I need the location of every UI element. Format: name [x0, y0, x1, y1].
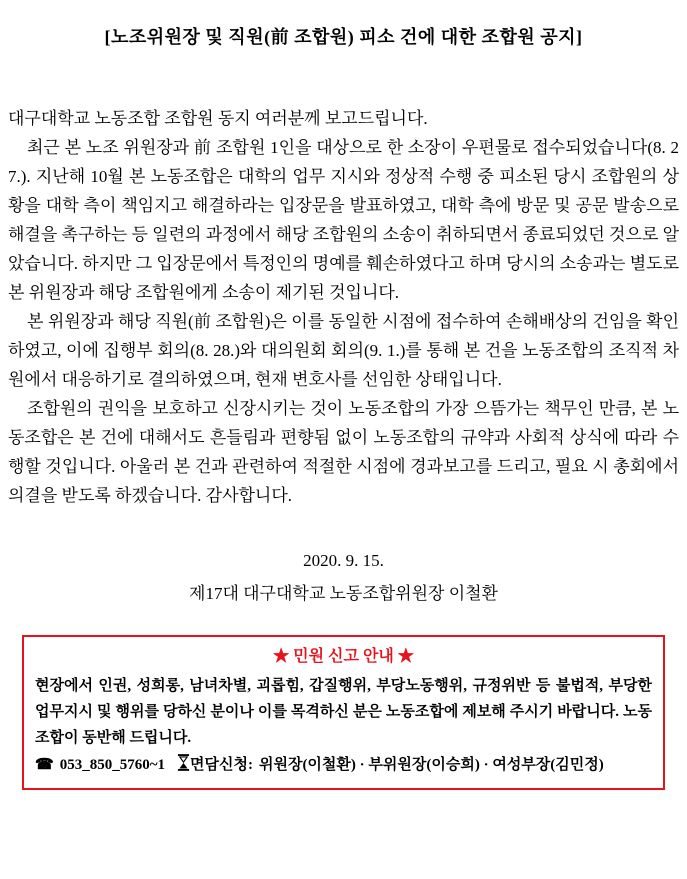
notice-box-title: ★ 민원 신고 안내 ★: [273, 648, 414, 665]
hourglass-icon: [177, 752, 190, 779]
complaint-report-box: [22, 635, 665, 790]
phone-number: 053_850_5760~1: [59, 757, 165, 773]
paragraph-lawsuit-background: 최근 본 노조 위원장과 前 조합원 1인을 대상으로 한 소장이 우편물로 접수되었습니다(8. 27.). 지난해 10월 본 노동조합은 대학의 업무 지시와 정상적 수행 중 피소된 당시 조합원의 상황을 대학 측이 책임지고 해결하라는 입장문을 발표하였고, 대학 측에 방문 및 공문 발송으로 해결을 촉구하는 등 일련의 과정에서 해당 조합원의 소송이 취하되면서 종료되었던 것으로 알았습니다. 하지만 그 입장문에서 특정인의 명예를 훼손하였다고 하며 당시의 소송과는 별도로 본 위원장과 해당 조합원에게 소송이 제기된 것입니다.: [8, 138, 679, 302]
contact-line: [35, 752, 652, 779]
meeting-request-label: 면담신청:: [190, 757, 253, 773]
paragraph-union-response: 본 위원장과 해당 직원(前 조합원)은 이를 동일한 시점에 접수하여 손해배상의 건임을 확인하였고, 이에 집행부 회의(8. 28.)와 대의원회 회의(9. 1.)를 통해 본 건을 노동조합의 조직적 차원에서 대응하기로 결의하였으며, 현재 변호사를 선임한 상태입니다.: [8, 312, 679, 389]
signature-line: 제17대 대구대학교 노동조합위원장 이철환: [189, 584, 498, 603]
contact-persons: 위원장(이철환) · 부위원장(이승희) · 여성부장(김민정): [258, 757, 604, 773]
telephone-icon: ☎: [35, 757, 54, 773]
notice-box-body: 현장에서 인권, 성희롱, 남녀차별, 괴롭힘, 갑질행위, 부당노동행위, 규정위반 등 불법적, 부당한 업무지시 및 행위를 당하신 분이나 이를 목격하신 분은 노동조합에 제보해 주시기 바랍니다. 노동조합이 동반해 드립니다.: [35, 678, 652, 746]
paragraph-commitment: 조합원의 권익을 보호하고 신장시키는 것이 노동조합의 가장 으뜸가는 책무인 만큼, 본 노동조합은 본 건에 대해서도 흔들림과 편향됨 없이 노동조합의 규약과 사회적 상식에 따라 수행할 것입니다. 아울러 본 건과 관련하여 적절한 시점에 경과보고를 드리고, 필요 시 총회에서 의결을 받도록 하겠습니다. 감사합니다.: [8, 399, 679, 505]
paragraph-greeting: 대구대학교 노동조합 조합원 동지 여러분께 보고드립니다.: [8, 109, 428, 128]
document-date: 2020. 9. 15.: [303, 551, 384, 570]
page-title: [노조위원장 및 직원(前 조합원) 피소 건에 대한 조합원 공지]: [104, 27, 583, 47]
document-body: [8, 104, 679, 510]
